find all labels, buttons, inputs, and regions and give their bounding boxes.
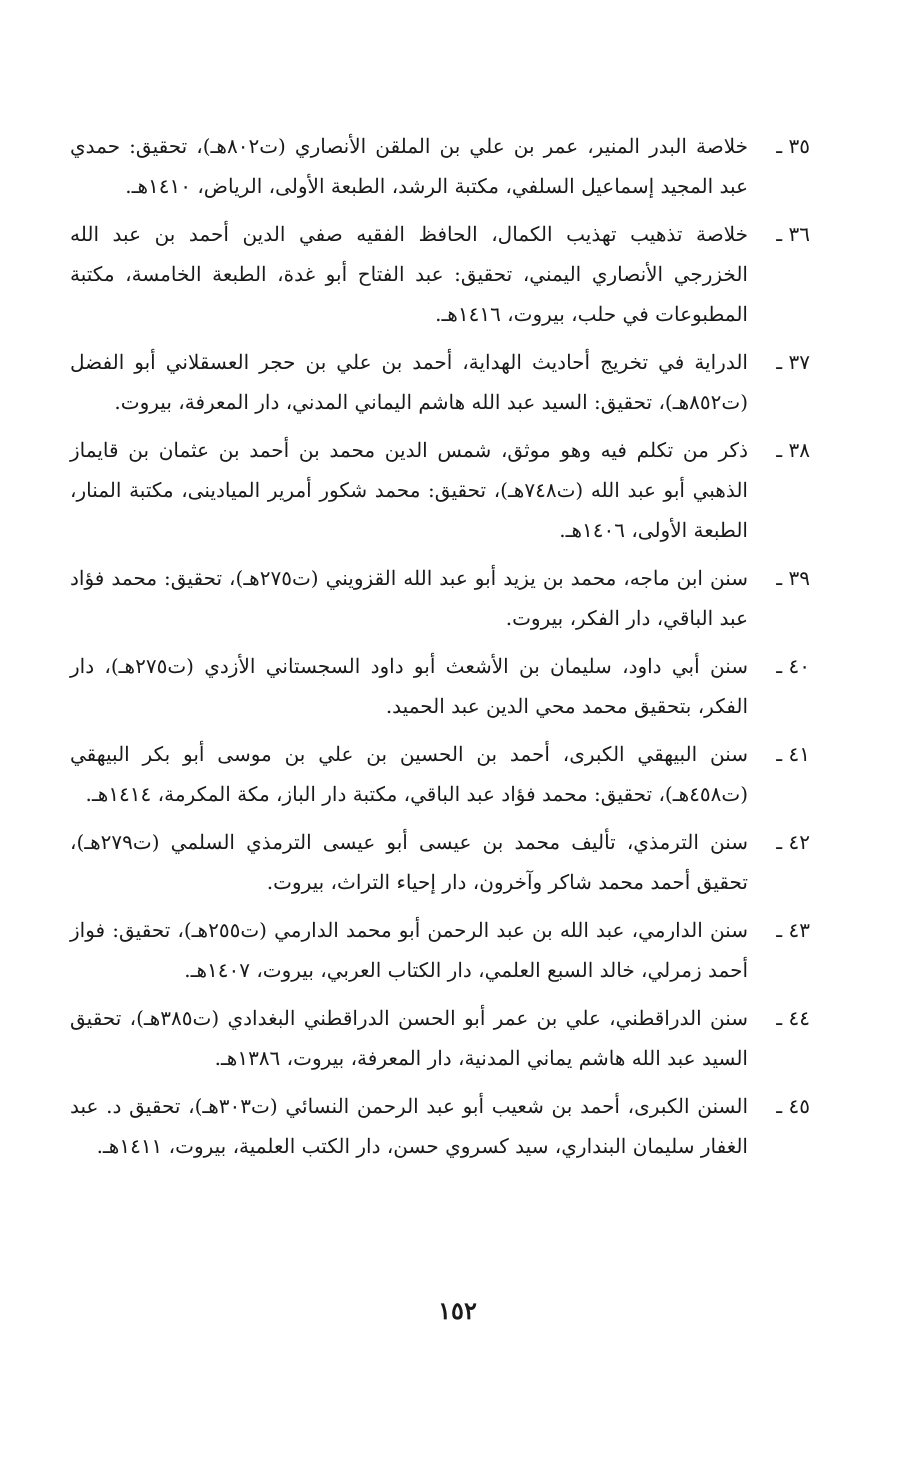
entry-number: ٤٠ ـ bbox=[776, 654, 810, 678]
entry-number: ٣٥ ـ bbox=[776, 134, 810, 158]
entry-number: ٤٥ ـ bbox=[776, 1094, 810, 1118]
bibliography-entry-35 bbox=[70, 126, 810, 206]
entry-text: سنن أبي داود، سليمان بن الأشعث أبو داود السجستاني الأزدي (ت٢٧٥هـ)، دار الفكر، بتحقيق محمد محي الدين عبد الحميد. bbox=[70, 654, 748, 718]
entry-number: ٣٧ ـ bbox=[776, 350, 810, 374]
entry-number: ٤١ ـ bbox=[776, 742, 810, 766]
bibliography-entry-44 bbox=[70, 998, 810, 1078]
bibliography-entry-36 bbox=[70, 214, 810, 334]
bibliography-entry-39 bbox=[70, 558, 810, 638]
bibliography-list bbox=[70, 126, 810, 1174]
entry-number: ٤٤ ـ bbox=[776, 1006, 810, 1030]
entry-text: سنن الدراقطني، علي بن عمر أبو الحسن الدراقطني البغدادي (ت٣٨٥هـ)، تحقيق السيد عبد الله هاشم يماني المدنية، دار المعرفة، بيروت، ١٣٨٦هـ. bbox=[70, 1006, 748, 1070]
entry-text: سنن البيهقي الكبرى، أحمد بن الحسين بن علي بن موسى أبو بكر البيهقي (ت٤٥٨هـ)، تحقيق: محمد فؤاد عبد الباقي، مكتبة دار الباز، مكة المكرمة، ١٤١٤هـ. bbox=[70, 742, 748, 806]
bibliography-entry-37 bbox=[70, 342, 810, 422]
entry-number: ٣٨ ـ bbox=[776, 438, 810, 462]
entry-text: السنن الكبرى، أحمد بن شعيب أبو عبد الرحمن النسائي (ت٣٠٣هـ)، تحقيق د. عبد الغفار سليمان البنداري، سيد كسروي حسن، دار الكتب العلمية، بيروت، ١٤١١هـ. bbox=[70, 1094, 748, 1158]
bibliography-entry-41 bbox=[70, 734, 810, 814]
entry-number: ٤٣ ـ bbox=[776, 918, 810, 942]
entry-number: ٣٩ ـ bbox=[776, 566, 810, 590]
entry-text: خلاصة البدر المنير، عمر بن علي بن الملقن الأنصاري (ت٨٠٢هـ)، تحقيق: حمدي عبد المجيد إسماعيل السلفي، مكتبة الرشد، الطبعة الأولى، الرياض، ١٤١٠هـ. bbox=[70, 134, 748, 198]
entry-text: خلاصة تذهيب تهذيب الكمال، الحافظ الفقيه صفي الدين أحمد بن عبد الله الخزرجي الأنصاري اليمني، تحقيق: عبد الفتاح أبو غدة، الطبعة الخامسة، مكتبة المطبوعات في حلب، بيروت، ١٤١٦هـ. bbox=[70, 222, 749, 326]
bibliography-entry-40 bbox=[70, 646, 810, 726]
bibliography-entry-45 bbox=[70, 1086, 810, 1166]
entry-number: ٤٢ ـ bbox=[776, 830, 810, 854]
bibliography-entry-42 bbox=[70, 822, 810, 902]
entry-text: سنن الدارمي، عبد الله بن عبد الرحمن أبو محمد الدارمي (ت٢٥٥هـ)، تحقيق: فواز أحمد زمرلي، خالد السبع العلمي، دار الكتاب العربي، بيروت، ١٤٠٧هـ. bbox=[70, 918, 748, 982]
entry-text: سنن الترمذي، تأليف محمد بن عيسى أبو عيسى الترمذي السلمي (ت٢٧٩هـ)، تحقيق أحمد محمد شاكر وآخرون، دار إحياء التراث، بيروت. bbox=[70, 830, 748, 894]
bibliography-entry-38 bbox=[70, 430, 810, 550]
entry-text: سنن ابن ماجه، محمد بن يزيد أبو عبد الله القزويني (ت٢٧٥هـ)، تحقيق: محمد فؤاد عبد الباقي، دار الفكر، بيروت. bbox=[70, 566, 748, 630]
entry-text: الدراية في تخريج أحاديث الهداية، أحمد بن علي بن حجر العسقلاني أبو الفضل (ت٨٥٢هـ)، تحقيق: السيد عبد الله هاشم اليماني المدني، دار المعرفة، بيروت. bbox=[70, 350, 748, 414]
bibliography-entry-43 bbox=[70, 910, 810, 990]
entry-text: ذكر من تكلم فيه وهو موثق، شمس الدين محمد بن أحمد بن عثمان بن قايماز الذهبي أبو عبد الله (ت٧٤٨هـ)، تحقيق: محمد شكور أمرير الميادينى، مكتبة المنار، الطبعة الأولى، ١٤٠٦هـ. bbox=[70, 438, 748, 542]
entry-number: ٣٦ ـ bbox=[776, 222, 810, 246]
page-number: ١٥٢ bbox=[438, 1296, 477, 1325]
